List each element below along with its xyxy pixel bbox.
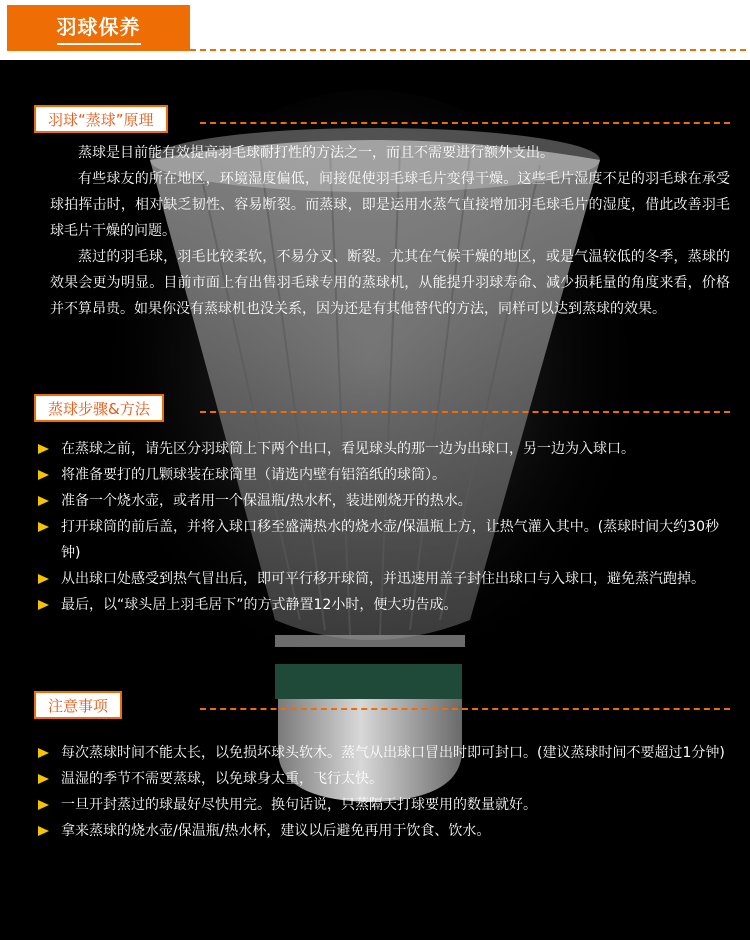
- section-heading-label: 注意事项: [48, 696, 109, 715]
- section-divider: [200, 411, 730, 413]
- section-divider: [200, 122, 730, 124]
- bullet-arrow-icon: [38, 522, 49, 532]
- page-title: 羽球保养: [57, 11, 141, 45]
- bullet-arrow-icon: [38, 574, 49, 584]
- section-heading-steps: [34, 394, 164, 422]
- notes-list: [36, 740, 730, 844]
- bullet-arrow-icon: [38, 470, 49, 480]
- section-heading-principle: [34, 105, 168, 133]
- list-item: 打开球筒的前后盖，并将入球口移至盛满热水的烧水壶/保温瓶上方，让热气灌入其中。(蒸球时间大约30秒钟): [36, 514, 730, 566]
- list-item: 在蒸球之前，请先区分羽球筒上下两个出口，看见球头的那一边为出球口，另一边为入球口。: [36, 436, 730, 462]
- paragraph: 有些球友的所在地区，环境湿度偏低，间接促使羽毛球毛片变得干燥。这些毛片湿度不足的羽毛球在承受球拍挥击时，相对缺乏韧性、容易断裂。而蒸球，即是运用水蒸气直接增加羽毛球毛片的湿度，借此改善羽毛球毛片干燥的问题。: [50, 171, 730, 239]
- list-item: 温湿的季节不需要蒸球，以免球身太重，飞行太快。: [36, 766, 730, 792]
- bullet-arrow-icon: [38, 600, 49, 610]
- bullet-arrow-icon: [38, 800, 49, 810]
- list-item: 从出球口处感受到热气冒出后，即可平行移开球筒，并迅速用盖子封住出球口与入球口，避免蒸汽跑掉。: [36, 566, 730, 592]
- paragraph: 蒸过的羽毛球，羽毛比较柔软，不易分叉、断裂。尤其在气候干燥的地区，或是气温较低的冬季，蒸球的效果会更为明显。目前市面上有出售羽毛球专用的蒸球机，从能提升羽球寿命、减少损耗量的角度来看，价格并不算昂贵。如果你没有蒸球机也没关系，因为还是有其他替代的方法，同样可以达到蒸球的效果。: [50, 249, 730, 317]
- bullet-arrow-icon: [38, 444, 49, 454]
- bullet-arrow-icon: [38, 748, 49, 758]
- bullet-arrow-icon: [38, 826, 49, 836]
- section-heading-notes: [34, 691, 122, 719]
- title-tab: [7, 5, 190, 51]
- header-divider: [190, 49, 746, 51]
- list-item: 最后，以“球头居上羽毛居下”的方式静置12小时，便大功告成。: [36, 592, 730, 618]
- page-header: [0, 0, 750, 60]
- list-item: 将准备要打的几颗球装在球筒里（请选内壁有铝箔纸的球筒）。: [36, 462, 730, 488]
- content-panel: [0, 60, 750, 940]
- list-item: 拿来蒸球的烧水壶/保温瓶/热水杯，建议以后避免再用于饮食、饮水。: [36, 818, 730, 844]
- bullet-arrow-icon: [38, 496, 49, 506]
- paragraph: 蒸球是目前能有效提高羽毛球耐打性的方法之一，而且不需要进行额外支出。: [78, 145, 554, 161]
- list-item: 一旦开封蒸过的球最好尽快用完。换句话说，只蒸隔天打球要用的数量就好。: [36, 792, 730, 818]
- bullet-arrow-icon: [38, 774, 49, 784]
- section-heading-label: 蒸球步骤&方法: [48, 399, 150, 418]
- section-divider: [200, 708, 730, 710]
- list-item: 每次蒸球时间不能太长，以免损坏球头软木。蒸气从出球口冒出时即可封口。(建议蒸球时间不要超过1分钟): [36, 740, 730, 766]
- section-heading-label: 羽球“蒸球”原理: [48, 110, 154, 129]
- steps-list: [36, 436, 730, 618]
- list-item: 准备一个烧水壶，或者用一个保温瓶/热水杯，装进刚烧开的热水。: [36, 488, 730, 514]
